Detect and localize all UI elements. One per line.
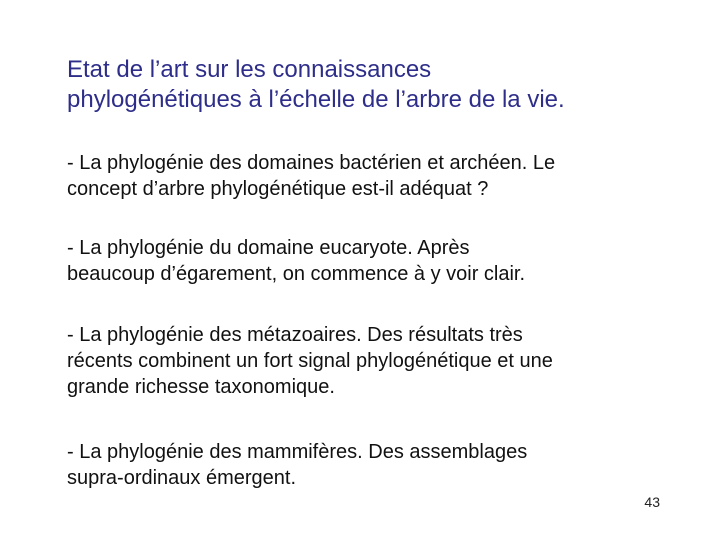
bullet-line: concept d’arbre phylogénétique est-il adéquat ? xyxy=(67,178,489,200)
slide-title xyxy=(67,55,697,115)
title-line-1: Etat de l’art sur les connaissances xyxy=(67,56,432,83)
bullet-line: récents combinent un fort signal phylogénétique et une xyxy=(67,350,553,372)
bullet-line: grande richesse taxonomique. xyxy=(67,376,335,398)
bullet-eukaryotes xyxy=(67,235,697,287)
bullet-line: - La phylogénie des mammifères. Des assemblages xyxy=(67,441,528,463)
bullet-line: - La phylogénie des domaines bactérien et archéen. Le xyxy=(67,152,556,174)
page-number: 43 xyxy=(644,494,660,510)
bullet-line: beaucoup d’égarement, on commence à y voir clair. xyxy=(67,263,526,285)
bullet-line: supra-ordinaux émergent. xyxy=(67,467,297,489)
bullet-bacteria-archaea xyxy=(67,150,697,202)
title-line-2: phylogénétiques à l’échelle de l’arbre de la vie. xyxy=(67,86,565,113)
bullet-line: - La phylogénie des métazoaires. Des résultats très xyxy=(67,324,523,346)
bullet-metazoans xyxy=(67,322,697,400)
bullet-mammals xyxy=(67,439,697,491)
bullet-line: - La phylogénie du domaine eucaryote. Après xyxy=(67,237,470,259)
